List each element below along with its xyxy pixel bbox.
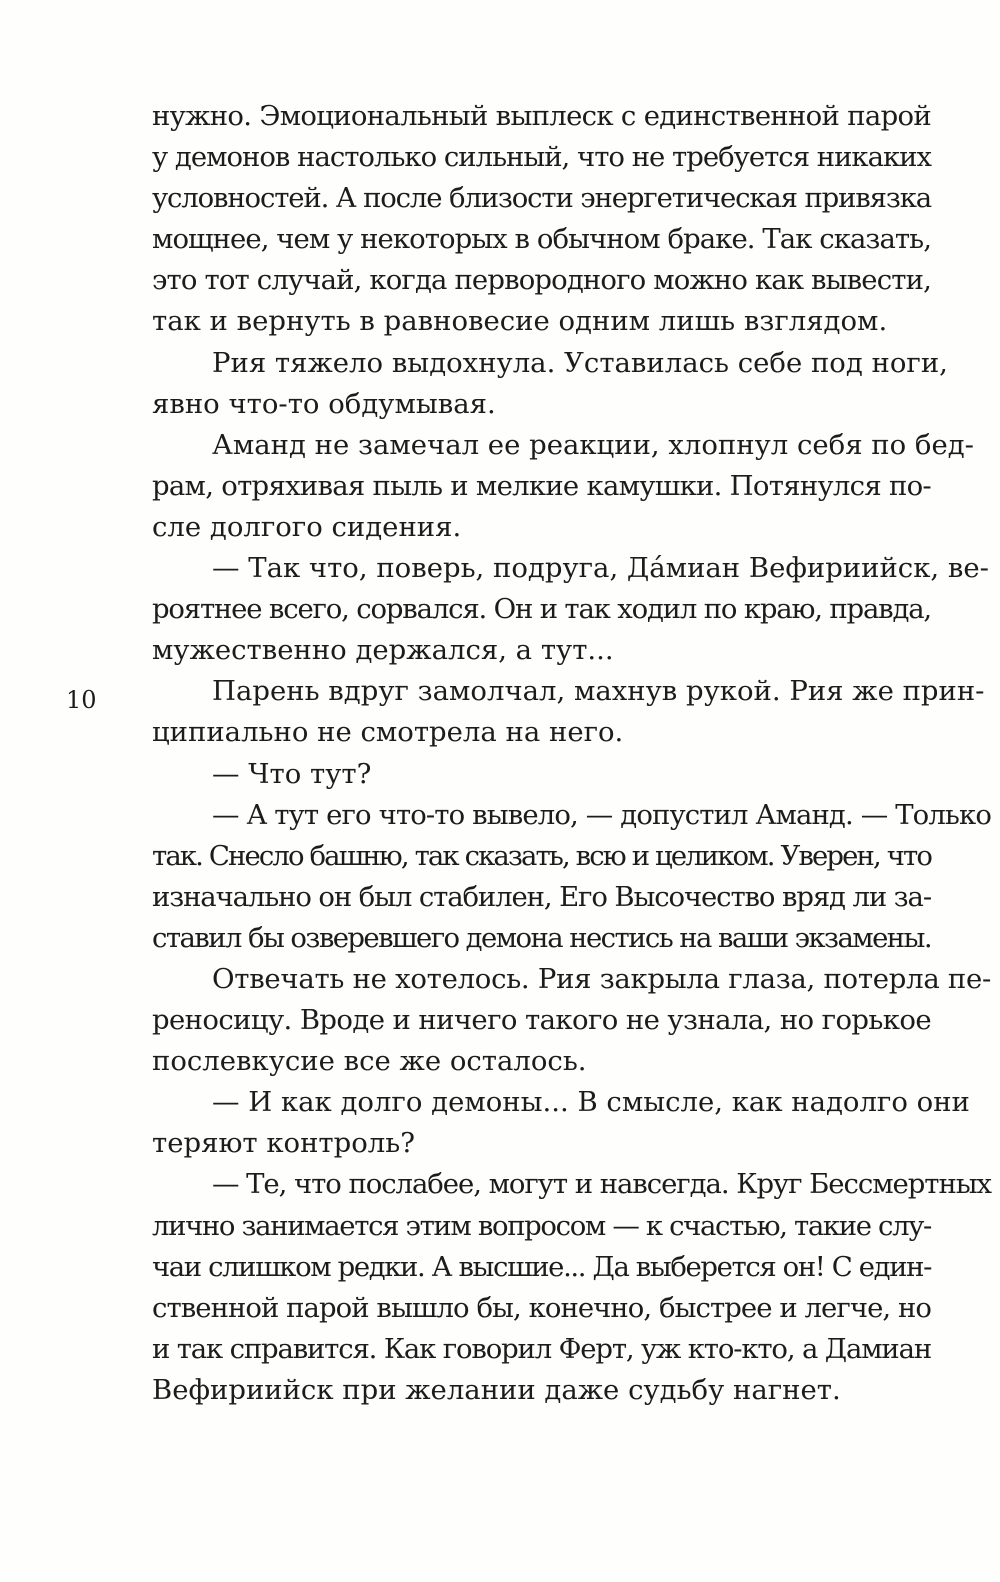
text-line: — А тут его что-то вывело, — допустил Аманд. — Только [212,798,991,831]
text-line: ственной парой вышло бы, конечно, быстрее и легче, но [152,1291,931,1324]
text-line: — И как долго демоны... В смысле, как надолго они [212,1086,970,1119]
text-line: условностей. А после близости энергетическая привязка [152,182,931,215]
text-line: послевкусие все же осталось. [152,1045,587,1078]
text-line: роятнее всего, сорвался. Он и так ходил по краю, правда, [152,593,931,626]
text-line: — Так что, поверь, подруга, Да́миан Вефириийск, ве- [212,552,989,585]
text-line: явно что-то обдумывая. [152,387,496,420]
text-line: Отвечать не хотелось. Рия закрыла глаза, потерла пе- [212,962,991,995]
text-line: — Те, что послабее, могут и навсегда. Круг Бессмертных [212,1168,991,1201]
text-line: ципиально не смотрела на него. [152,716,624,749]
page-number: 10 [66,686,97,714]
text-line: Парень вдруг замолчал, махнув рукой. Рия же прин- [212,675,985,708]
text-line: у демонов настолько сильный, что не требуется никаких [152,141,931,174]
text-line: это тот случай, когда первородного можно как вывести, [152,264,931,297]
text-line: Вефириийск при желании даже судьбу нагнет. [152,1373,841,1406]
text-line: изначально он был стабилен, Его Высочество вряд ли за- [152,880,931,913]
text-line: ставил бы озверевшего демона нестись на ваши экзамены. [152,921,931,954]
text-line: сле долгого сидения. [152,510,462,543]
text-line: мощнее, чем у некоторых в обычном браке. Так сказать, [152,223,931,256]
text-line: Рия тяжело выдохнула. Уставилась себе под ноги, [212,346,948,379]
text-line: реносицу. Вроде и ничего такого не узнала, но горькое [152,1004,931,1037]
text-line: чаи слишком редки. А высшие... Да выберется он! С един- [152,1250,931,1283]
text-line: — Что тут? [212,757,372,790]
text-line: Аманд не замечал ее реакции, хлопнул себя по бед- [212,428,974,461]
text-line: так. Снесло башню, так сказать, всю и целиком. Уверен, что [152,839,931,872]
text-line: мужественно держался, а тут... [152,634,614,667]
text-line: теряют контроль? [152,1127,415,1160]
text-line: рам, отряхивая пыль и мелкие камушки. Потянулся по- [152,469,931,502]
text-line: и так справится. Как говорил Ферт, уж кто-кто, а Дамиан [152,1332,931,1365]
text-line: так и вернуть в равновесие одним лишь взглядом. [152,305,888,338]
body-text [152,96,991,1411]
text-line: нужно. Эмоциональный выплеск с единственной парой [152,100,931,132]
text-line: лично занимается этим вопросом — к счастью, такие слу- [152,1209,931,1242]
